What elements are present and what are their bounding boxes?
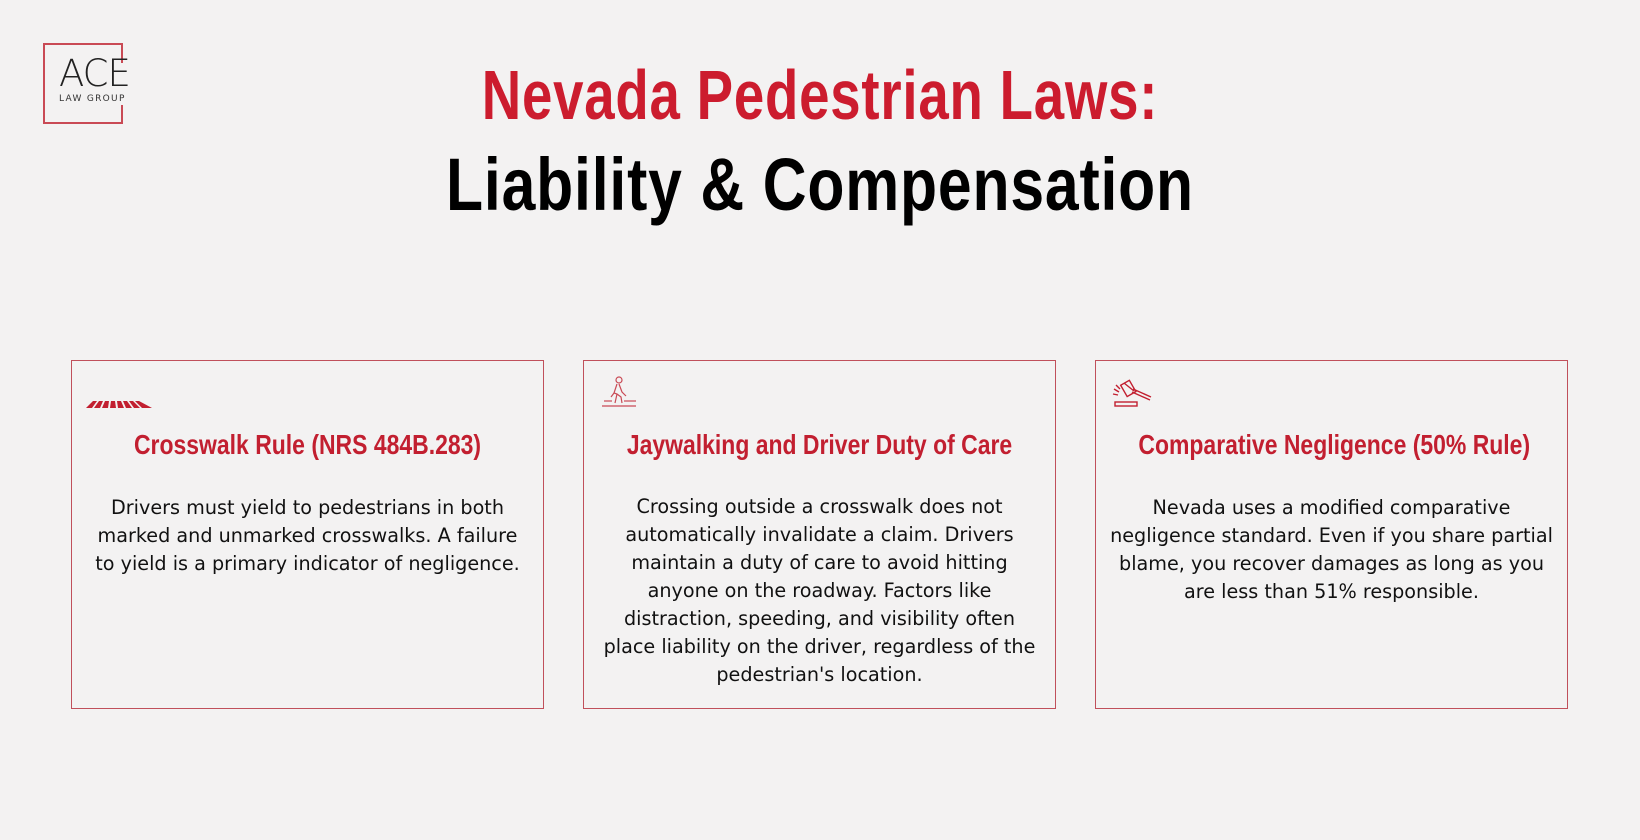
card-body: Drivers must yield to pedestrians in both marked and unmarked crosswalks. A failure to yield is a primary indicator of negligence. xyxy=(95,496,520,575)
card-jaywalking xyxy=(583,360,1056,709)
logo-subtitle: LAW GROUP xyxy=(59,94,126,104)
card-body: Nevada uses a modified comparative negligence standard. Even if you share partial blame, you recover damages as long as you are less than 51% responsible. xyxy=(1110,496,1553,603)
page-title-line2: Liability & Compensation xyxy=(446,143,1194,226)
card-title: Crosswalk Rule (NRS 484B.283) xyxy=(133,429,482,460)
card-crosswalk-rule xyxy=(71,360,544,709)
card-title: Jaywalking and Driver Duty of Care xyxy=(626,429,1013,460)
gavel-icon xyxy=(1112,377,1182,413)
card-body: Crossing outside a crosswalk does not automatically invalidate a claim. Drivers maintain a duty of care to avoid hitting anyone on the roadway. Factors like distraction, speeding, and visibility often place liability on the driver, regardless of the pedestrian's location. xyxy=(603,495,1036,686)
crosswalk-stripes-icon xyxy=(84,377,154,413)
logo-name: ACE xyxy=(59,52,130,95)
card-title: Comparative Negligence (50% Rule) xyxy=(1138,429,1531,460)
pedestrian-walking-icon xyxy=(600,375,670,411)
card-comparative-negligence xyxy=(1095,360,1568,709)
page-title-line1: Nevada Pedestrian Laws: xyxy=(481,56,1159,134)
ace-law-group-logo xyxy=(43,43,133,127)
